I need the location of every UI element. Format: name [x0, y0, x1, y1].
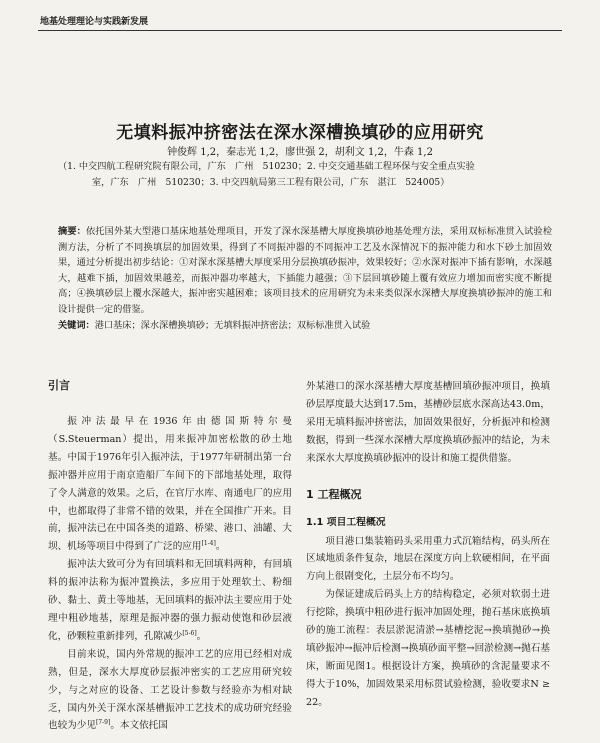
left-column [48, 376, 292, 735]
author-list: 钟俊辉 1,2，秦志光 1,2，廖世强 2，胡利文 1,2，牛森 1,2 [167, 147, 433, 158]
intro-p1-text: 振冲法最早在1936年由德国斯特尔曼（S.Steuerman）提出，用来振冲加密松散的砂土地基。中国于1976年引入振冲法，于1977年研制出第一台振冲器并应用于南京造船厂车间下的下部地基处理，取得了令人满意的效果。之后，在官厅水库、南通电厂的应用中，也都取得了非常不错的效果，并在全国推广开来。目前，振冲法已在中国各类的道路、桥梁、港口、油罐、大坝、机场等项目中得到了广泛的应用 [48, 416, 292, 553]
citation-5-6: [5-6] [182, 629, 197, 637]
intro-paragraph-1 [48, 413, 292, 556]
paper-title: 无填料振冲挤密法在深水深槽换填砂的应用研究 [116, 123, 484, 143]
abstract-label: 摘要： [58, 226, 86, 237]
section-1-heading: 1 工程概况 [306, 487, 362, 501]
keywords [58, 318, 552, 333]
intro-p3-text: 目前来说，国内外常规的振冲工艺的应用已经相对成熟，但是，深水大厚度砂层振冲密实的工艺应用研究较少，与之对应的设备、工艺设计参数与经验亦为相对缺乏，国内外关于深水深基槽振冲工艺技术的成功研究经验也较为少见 [48, 648, 292, 732]
intro-paragraph-2 [48, 556, 292, 646]
intro-p2-text: 振冲法大致可分为有回填料和无回填料两种，有回填料的振冲法称为振冲置换法，多应用于处理软土、粉细砂、黏土、黄土等地基，无回填料的振冲法主要应用于处理中粗砂地基，原理是振冲器的强力振动使饱和砂层液化，砂颗粒重新排列，孔隙减少 [48, 559, 292, 642]
citation-7-9: [7-9] [95, 719, 111, 727]
construction-process-paragraph: 为保证建成后码头上方的结构稳定，必须对软弱土进行挖除，换填中粗砂进行振冲加固处理，抛石基床底换填砂的施工流程：表层淤泥清淤→基槽挖泥→换填抛砂→换填砂振冲→振冲后检测→换填砂面平整→回淤检测→抛石基床，断面见图1。根据设计方案，换填砂的含泥量要求不得大于10%，加固效果采用标贯试验检测，验收要求N ≥ 22。 [306, 589, 550, 708]
affiliation-line-1: （1. 中交四航工程研究院有限公司，广东 广州 510230；2. 中交交通基础工程环保与安全重点实验 [58, 161, 475, 172]
keywords-text: 港口基床；深水深槽换填砂；无填料振冲挤密法；双标标准贯入试验 [94, 320, 371, 331]
intro-p1-end: 。 [215, 541, 226, 553]
running-head: 地基处理理论与实践新发展 [40, 17, 149, 27]
keywords-label: 关键词： [58, 320, 95, 331]
intro-heading: 引言 [48, 379, 70, 392]
abstract [58, 224, 552, 318]
right-column [306, 378, 550, 712]
affiliation-line-2: 室，广东 广州 510230；3. 中交四航局第三工程有限公司，广东 湛江 524005） [92, 177, 450, 188]
section-1-1-heading: 1.1 项目工程概况 [306, 516, 386, 528]
abstract-text: 依托国外某大型港口基床地基处理项目，开发了深水深基槽大厚度换填砂地基处理方法，采用双标标准贯入试验检测方法，分析了不同换填层的加固效果，得到了不同振冲器的不同振冲工艺及水深情况下的振冲能力和水下砂土加固效果，通过分析提出初步结论：①对深水深基槽大厚度采用分层换填砂振冲，效果较好；②水深对振冲下插有影响，水深越大，越难下插，加固效果越差，而振冲器功率越大，下插能力越强；③下层回填砂随上覆有效应力增加而密实度不断提高；④换填砂层上覆水深越大，振冲密实越困难；该项目技术的应用研究为未来类似深水深槽大厚度换填砂振冲的施工和设计提供一定的借鉴。 [58, 226, 553, 315]
citation-1-4: [1-4] [201, 540, 216, 548]
project-overview-paragraph: 项目港口集装箱码头采用重力式沉箱结构，码头所在区域地质条件复杂，地层在深度方向上软硬相间，在平面方向上很剧变化，土层分布不均匀。 [306, 535, 550, 583]
intro-continuation: 外某港口的深水深基槽大厚度基槽回填砂振冲项目，换填砂层厚度最大达到17.5m，基槽砂层底水深高达43.0m，采用无填料振冲挤密法，加固效果很好，分析振冲和检测数据，得到一些深水深槽大厚度换填砂振冲的结论，为未来深水大厚度换填砂振冲的设计和施工提供借鉴。 [306, 381, 550, 464]
intro-paragraph-3 [48, 646, 292, 736]
intro-p2-end: 。 [196, 630, 207, 642]
header-rule [38, 30, 562, 31]
intro-p3-end: 。本文依托国 [110, 720, 168, 732]
